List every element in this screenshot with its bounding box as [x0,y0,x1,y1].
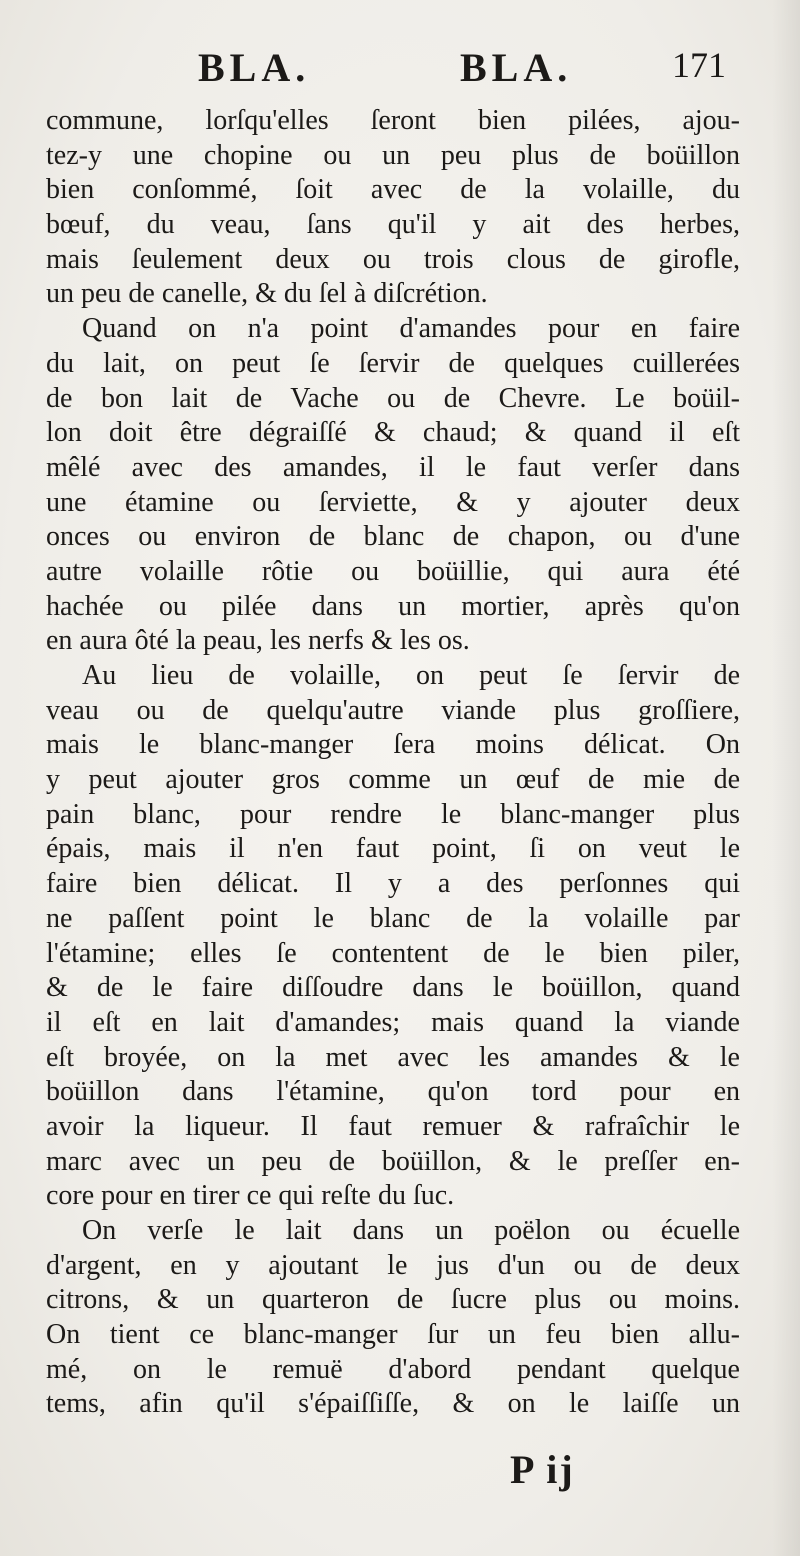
text-line: lon doit être dégraiſſé & chaud; & quand il eſt [46,417,740,449]
text-line: Au lieu de volaille, on peut ſe ſervir de [82,660,740,691]
text-line: mais le blanc-manger ſera moins délicat. On [46,729,740,761]
text-line: commune, lorſqu'elles ſeront bien pilées, ajou- [46,105,740,136]
text-line: il eſt en lait d'amandes; mais quand la viande [46,1006,740,1038]
header-left-title: BLA. [198,45,311,90]
page-number: 171 [672,45,726,85]
text-line: On verſe le lait dans un poëlon ou écuelle [82,1215,740,1246]
text-line: hachée ou pilée dans un mortier, après qu'on [46,590,740,622]
text-line: en aura ôté la peau, les nerfs & les os. [46,625,470,657]
text-line: l'étamine; elles ſe contentent de le bien piler, [46,937,740,969]
text-line: mêlé avec des amandes, il le faut verſer dans [46,451,740,483]
text-line: d'argent, en y ajoutant le jus d'un ou de deux [46,1249,740,1281]
text-line: ne paſſent point le blanc de la volaille par [46,902,740,934]
text-line: citrons, & un quarteron de ſucre plus ou moins. [46,1284,740,1316]
paragraph [46,1214,740,1422]
text-line: On tient ce blanc-manger ſur un feu bien allu- [46,1319,740,1351]
text-line: core pour en tirer ce qui reſte du ſuc. [46,1180,455,1212]
text-line: mais ſeulement deux ou trois clous de girofle, [46,243,740,275]
paragraph [46,312,740,659]
header-right-title: BLA. [460,45,573,90]
text-line: avoir la liqueur. Il faut remuer & rafraîchir le [46,1110,740,1142]
text-line: une étamine ou ſerviette, & y ajouter deux [46,486,740,518]
paragraph [46,659,740,1214]
text-line: Quand on n'a point d'amandes pour en faire [82,313,740,345]
text-line: mé, on le remuë d'abord pendant quelque [46,1353,740,1385]
text-line: tez-y une chopine ou un peu plus de boüillon [46,139,740,171]
text-line: bien conſommé, ſoit avec de la volaille, du [46,174,740,206]
text-line: y peut ajouter gros comme un œuf de mie de [46,764,740,796]
text-line: pain blanc, pour rendre le blanc-manger plus [46,798,740,830]
page-body [46,104,740,1422]
paragraph [46,104,740,312]
text-line: faire bien délicat. Il y a des perſonnes qui [46,868,740,900]
text-line: marc avec un peu de boüillon, & le preſſer en- [46,1145,740,1177]
text-line: & de le faire diſſoudre dans le boüillon, quand [46,972,740,1004]
text-line: tems, afin qu'il s'épaiſſiſſe, & on le laiſſe un [46,1388,740,1420]
text-line: boüillon dans l'étamine, qu'on tord pour en [46,1076,740,1108]
text-line: un peu de canelle, & du ſel à diſcrétion. [46,278,488,310]
printer-signature-mark: P ij [510,1447,575,1492]
text-line: veau ou de quelqu'autre viande plus groſſiere, [46,694,740,726]
text-line: onces ou environ de blanc de chapon, ou d'une [46,521,740,553]
text-line: autre volaille rôtie ou boüillie, qui aura été [46,555,740,587]
text-line: de bon lait de Vache ou de Chevre. Le boüil- [46,382,740,414]
text-line: bœuf, du veau, ſans qu'il y ait des herbes, [46,209,740,241]
text-line: épais, mais il n'en faut point, ſi on veut le [46,833,740,865]
text-line: eſt broyée, on la met avec les amandes & le [46,1041,740,1073]
page-edge-shadow [772,0,800,1556]
text-line: du lait, on peut ſe ſervir de quelques cuillerées [46,347,740,379]
running-header [0,44,800,104]
